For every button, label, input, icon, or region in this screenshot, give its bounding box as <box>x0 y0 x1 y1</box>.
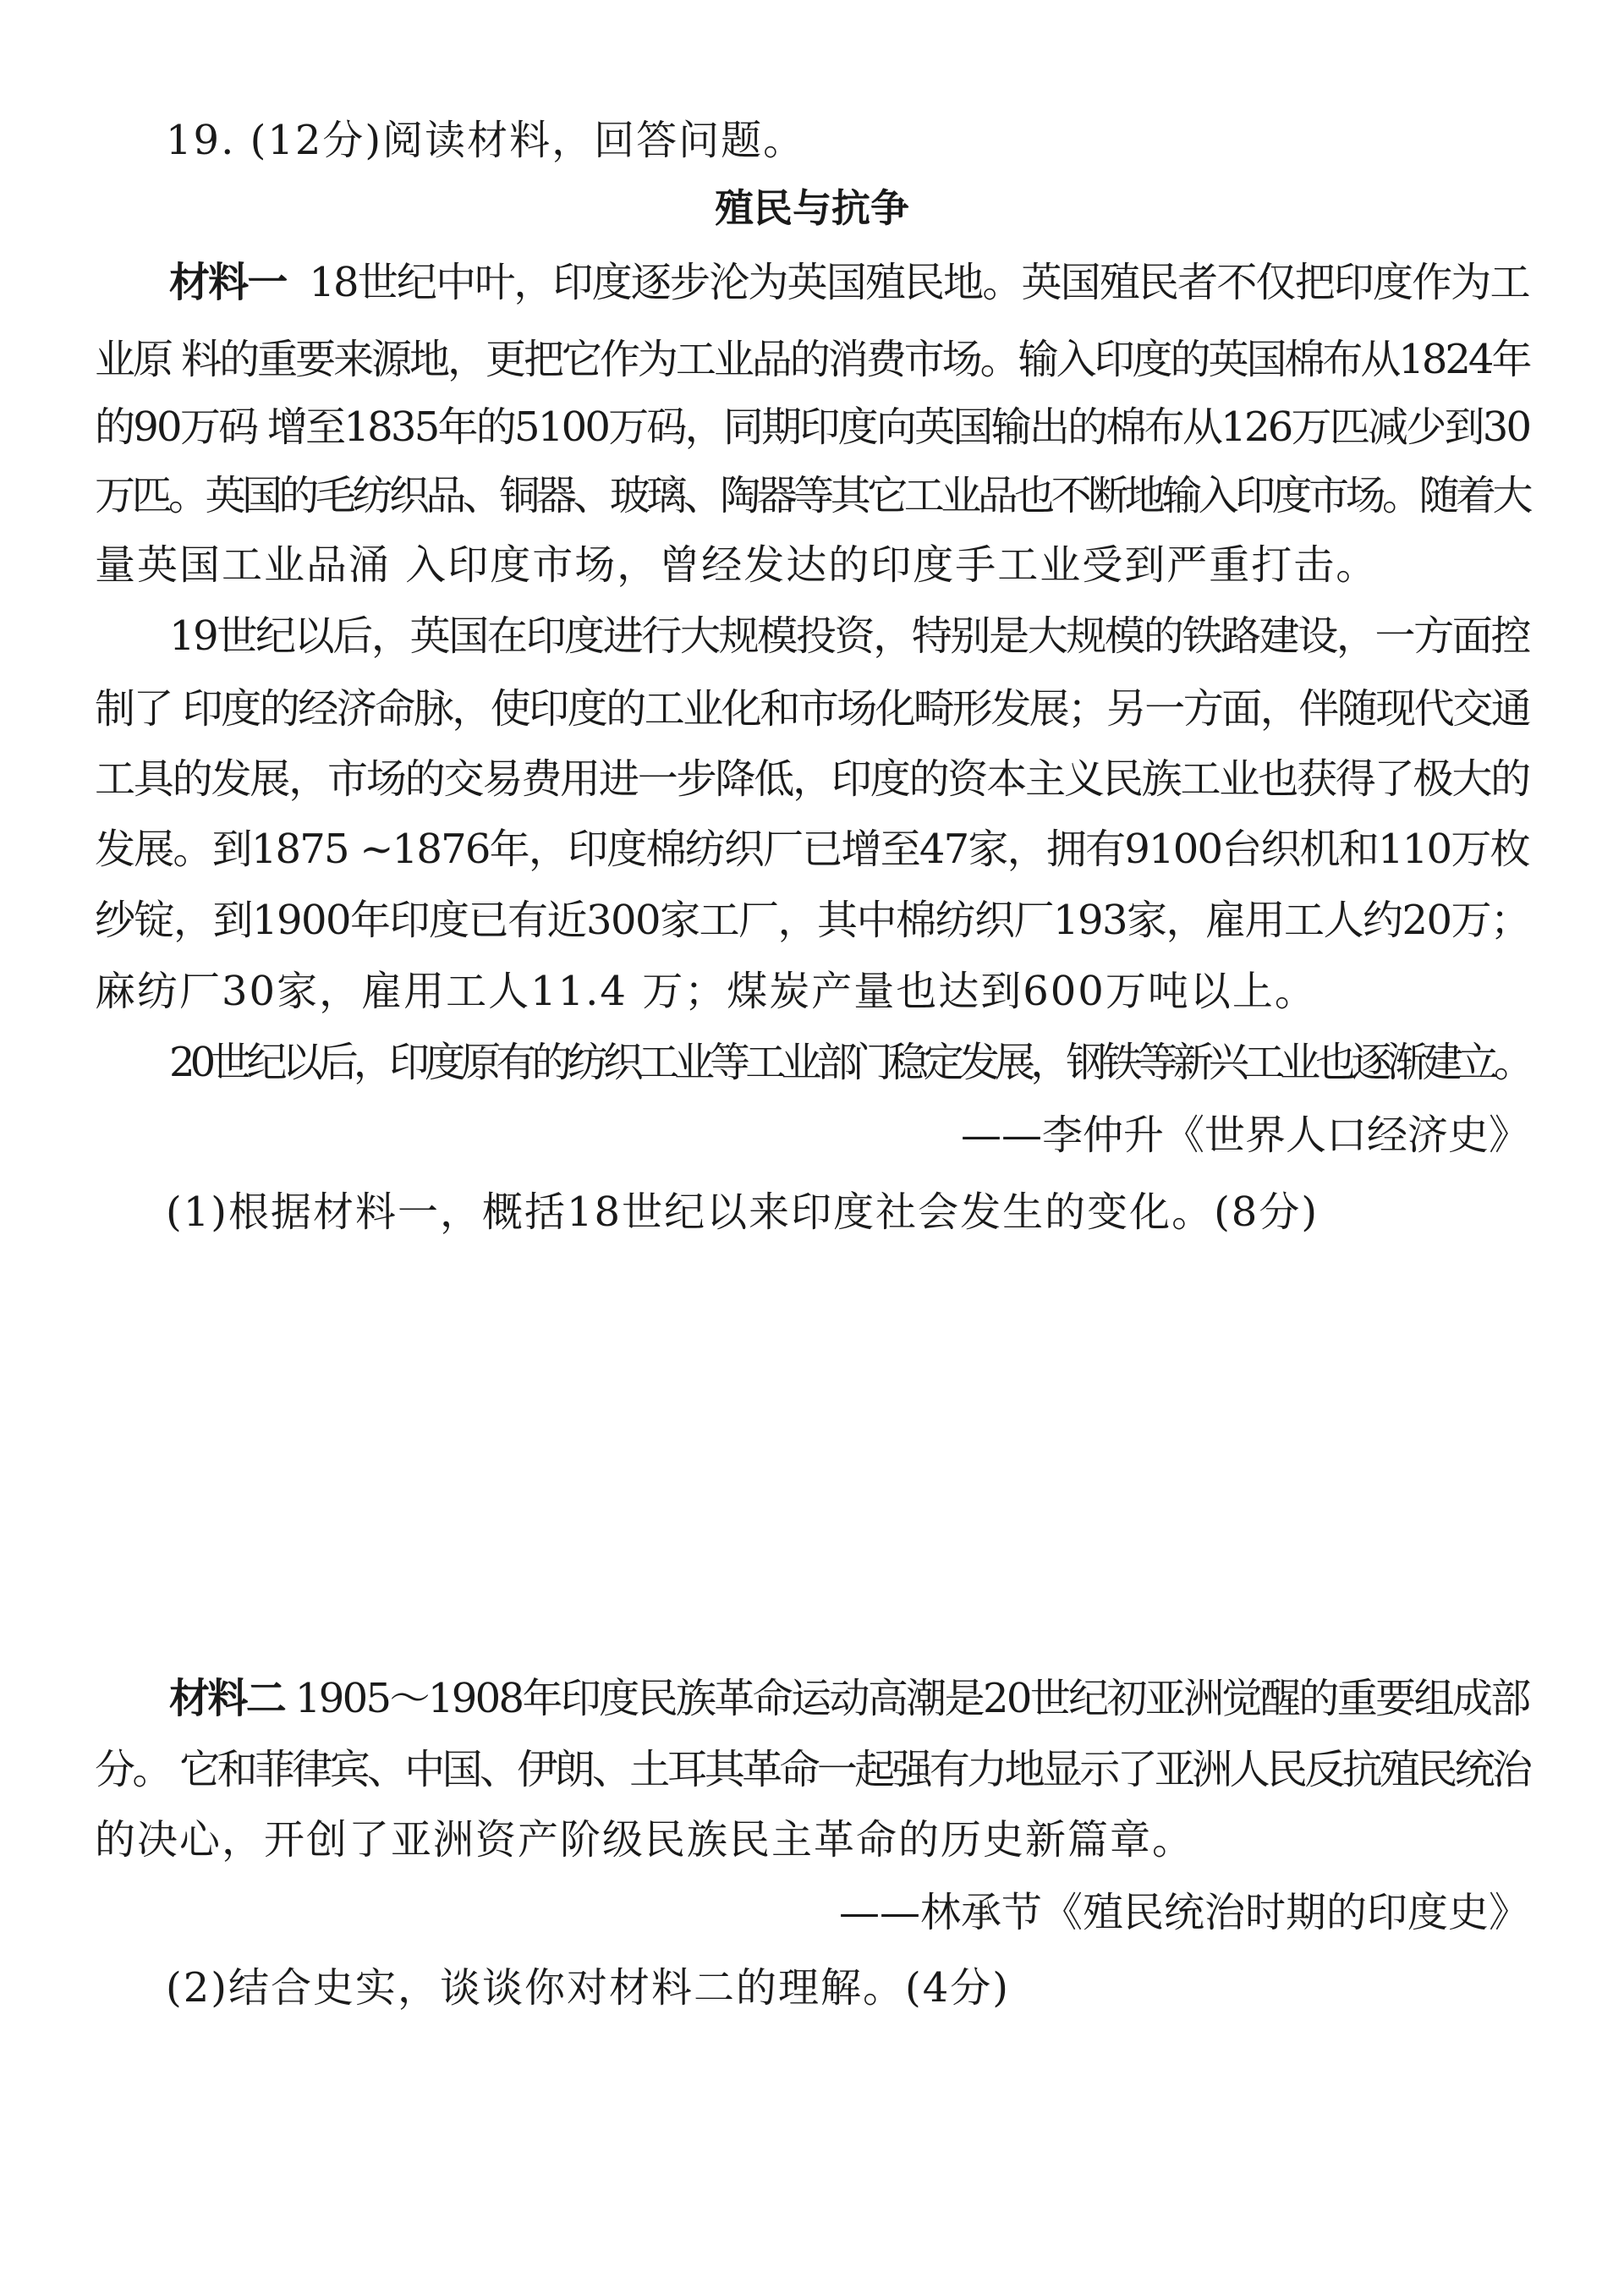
material1-p2-line: 纱锭，到1900年印度已有近300家工厂，其中棉纺织厂193家，雇用工人约20万； <box>95 897 1530 944</box>
material2-source: ——林承节《殖民统治时期的印度史》 <box>838 1889 1529 1936</box>
material1-p2-line: 19世纪以后，英国在印度进行大规模投资，特别是大规模的铁路建设，一方面控 <box>169 612 1530 660</box>
material2-label: 材料二 <box>169 1675 285 1722</box>
material1-p3-line: 20世纪以后，印度原有的纺织工业等工业部门稳定发展，钢铁等新兴工业也逐渐建立。 <box>169 1039 1530 1086</box>
material2-line: 1905～1908年印度民族革命运动高潮是20世纪初亚洲觉醒的重要组成部 <box>294 1675 1529 1722</box>
material1-p1-line: 业原 料的重要来源地，更把它作为工业品的消费市场。输入印度的英国棉布从1824年 <box>95 336 1530 383</box>
question1: (1)根据材料一，概括18世纪以来印度社会发生的变化。(8分) <box>166 1188 1320 1236</box>
material1-p1-line: 量英国工业品涌 入印度市场，曾经发达的印度手工业受到严重打击。 <box>95 541 1379 589</box>
material1-p2-line: 麻纺厂30家，雇用工人11.4 万；煤炭产量也达到600万吨以上。 <box>95 968 1317 1015</box>
question-header: 19. (12分)阅读材料，回答问题。 <box>166 117 806 164</box>
question2: (2)结合史实，谈谈你对材料二的理解。(4分) <box>166 1964 1010 2012</box>
section-title: 殖民与抗争 <box>715 185 909 231</box>
material1-label: 材料一 <box>169 259 287 306</box>
material1-p1-line: 万匹。英国的毛纺织品、铜器、玻璃、陶器等其它工业品也不断地输入印度市场。随着大 <box>95 472 1530 519</box>
material1-p1-line: 18世纪中叶，印度逐步沦为英国殖民地。英国殖民者不仅把印度作为工 <box>309 259 1529 306</box>
material2-first-line <box>169 1673 1529 1724</box>
material1-source: ——李仲升《世界人口经济史》 <box>960 1112 1529 1159</box>
material1-first-line <box>169 257 1529 308</box>
material1-p1-line: 的90万码 增至1835年的5100万码，同期印度向英国输出的棉布从126万匹减少到30 <box>95 403 1530 451</box>
material1-p2-line: 制了 印度的经济命脉，使印度的工业化和市场化畸形发展；另一方面，伴随现代交通 <box>95 685 1530 733</box>
material2-line: 的决心，开创了亚洲资产阶级民族民主革命的历史新篇章。 <box>95 1816 1195 1864</box>
material1-p2-line: 发展。到1875 ~1876年，印度棉纺织厂已增至47家，拥有9100台织机和110万枚 <box>95 826 1529 873</box>
material2-line: 分。 它和菲律宾、中国、伊朗、土耳其革命一起强有力地显示了亚洲人民反抗殖民统治 <box>95 1746 1530 1793</box>
material1-p2-line: 工具的发展，市场的交易费用进一步降低，印度的资本主义民族工业也获得了极大的 <box>95 755 1530 803</box>
